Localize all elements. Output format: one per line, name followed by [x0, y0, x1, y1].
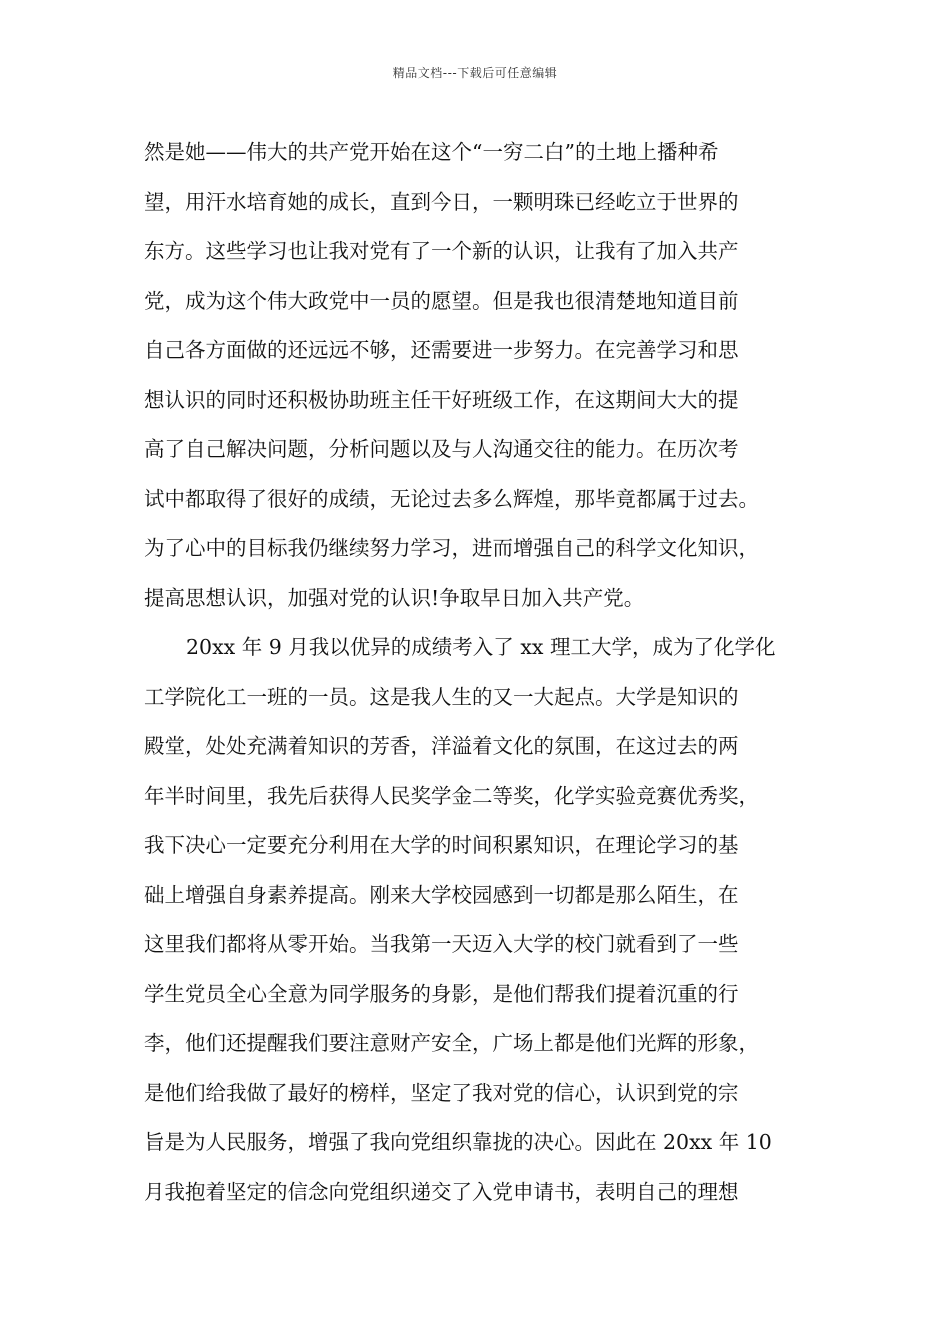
text-line: 自己各方面做的还远远不够，还需要进一步努力。在完善学习和思 [144, 338, 739, 362]
text-line: 础上增强自身素养提高。刚来大学校园感到一切都是那么陌生，在 [144, 882, 739, 907]
text-line: 为了心中的目标我仍继续努力学习，进而增强自己的科学文化知识， [144, 536, 759, 560]
text-line: 学生党员全心全意为同学服务的身影，是他们帮我们提着沉重的行 [144, 981, 739, 1006]
text-line: 想认识的同时还积极协助班主任干好班级工作，在这期间大大的提 [144, 387, 739, 412]
text-line: 然是她——伟大的共产党开始在这个“一穷二白”的土地上播种希 [144, 140, 719, 164]
text-line: 我下决心一定要充分利用在大学的时间积累知识，在理论学习的基 [144, 833, 739, 857]
text-line: 试中都取得了很好的成绩，无论过去多么辉煌，那毕竟都属于过去。 [144, 486, 759, 511]
text-line: 东方。这些学习也让我对党有了一个新的认识，让我有了加入共产 [144, 239, 739, 263]
text-line: 高了自己解决问题，分析问题以及与人沟通交往的能力。在历次考 [144, 437, 739, 461]
text-line: 年半时间里，我先后获得人民奖学金二等奖，化学实验竞赛优秀奖， [144, 783, 759, 808]
text-line: 李，他们还提醒我们要注意财产安全，广场上都是他们光辉的形象， [144, 1031, 759, 1055]
text-line: 是他们给我做了最好的榜样，坚定了我对党的信心，认识到党的宗 [144, 1080, 739, 1105]
paragraph-start-line: 20xx 年 9 月我以优异的成绩考入了 xx 理工大学，成为了化学化 [186, 635, 776, 659]
text-line: 望，用汗水培育她的成长，直到今日，一颗明珠已经屹立于世界的 [144, 189, 739, 214]
document-body [144, 128, 810, 1217]
text-line: 旨是为人民服务，增强了我向党组织靠拢的决心。因此在 20xx 年 10 [144, 1130, 772, 1154]
text-line: 月我抱着坚定的信念向党组织递交了入党申请书，表明自己的理想 [144, 1179, 739, 1204]
text-line: 工学院化工一班的一员。这是我人生的又一大起点。大学是知识的 [144, 684, 739, 709]
text-line: 提高思想认识，加强对党的认识!争取早日加入共产党。 [144, 585, 645, 610]
text-line: 这里我们都将从零开始。当我第一天迈入大学的校门就看到了一些 [144, 932, 739, 956]
text-line: 党，成为这个伟大政党中一员的愿望。但是我也很清楚地知道目前 [144, 288, 739, 313]
page-header: 精品文档---下载后可任意编辑 [392, 66, 558, 80]
text-line: 殿堂，处处充满着知识的芳香，洋溢着文化的氛围，在这过去的两 [144, 734, 739, 758]
